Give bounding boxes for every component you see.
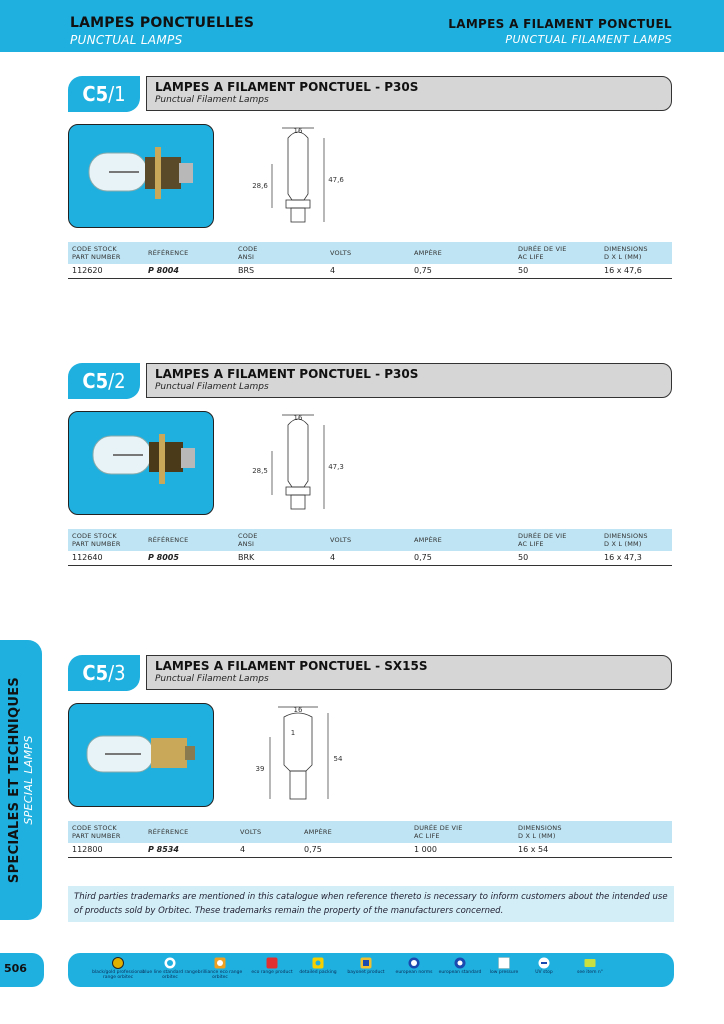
dim-height-right-label: 47,6 <box>328 176 344 184</box>
european-icon <box>408 957 420 969</box>
legend-item: UV stop <box>516 957 572 975</box>
header-right-subtitle: PUNCTUAL FILAMENT LAMPS <box>505 33 672 46</box>
pressure-icon <box>498 957 510 969</box>
header-right-title: LAMPES A FILAMENT PONCTUEL <box>448 17 672 31</box>
trademark-note-text: Third parties trademarks are mentioned in this catalogue when reference thereto is necessary to inform customers about the intended use of products sold by Orbitec. These trademarks remain the property of the manufacturers concerned. <box>74 892 668 916</box>
dimension-drawing <box>248 124 348 238</box>
section-subtitle: Punctual Filament Lamps <box>155 674 269 684</box>
dim-height-left-label: 28,5 <box>252 467 268 475</box>
product-section-2 <box>68 363 674 568</box>
col-header: DURÉE DE VIE AC LIFE <box>414 824 463 840</box>
section-title: LAMPES A FILAMENT PONCTUEL - SX15S <box>155 659 428 673</box>
dimension-drawing <box>248 703 348 817</box>
section-subtitle: Punctual Filament Lamps <box>155 382 269 392</box>
legend-item: see item n° <box>562 957 618 975</box>
col-header: VOLTS <box>240 828 262 836</box>
legend-item: low pressure <box>476 957 532 975</box>
product-table <box>68 242 672 279</box>
col-header: DURÉE DE VIE AC LIFE <box>518 532 567 548</box>
col-header: DIMENSIONS D X L (MM) <box>518 824 562 840</box>
legend-item: brilliance eco range orbitec <box>192 957 248 980</box>
black-gold-icon <box>112 957 124 969</box>
table-row: 112640 P 8005 BRK 4 0,75 50 16 x 47,3 <box>68 551 672 566</box>
section-code-badge: C5/2 <box>68 363 140 399</box>
uv-stop-icon <box>538 957 550 969</box>
col-header: AMPÈRE <box>414 249 442 257</box>
section-code-badge: C5/1 <box>68 76 140 112</box>
legend-item: black/gold professional range orbitec <box>90 957 146 980</box>
blue-line-icon <box>164 957 176 969</box>
table-header <box>68 821 672 843</box>
section-title-box <box>146 363 672 398</box>
col-header: RÉFÉRENCE <box>148 249 189 257</box>
col-header: AMPÈRE <box>304 828 332 836</box>
legend-item: european norms <box>386 957 442 975</box>
product-section-3 <box>68 655 674 865</box>
section-title-box <box>146 76 672 111</box>
col-header: VOLTS <box>330 249 352 257</box>
trademark-note <box>68 886 674 922</box>
dim-width-label: 16 <box>293 706 303 714</box>
col-header: VOLTS <box>330 536 352 544</box>
brilliance-icon <box>214 957 226 969</box>
col-header: CODE ANSI <box>238 245 258 261</box>
col-header: CODE STOCK PART NUMBER <box>72 532 121 548</box>
section-code-badge: C5/3 <box>68 655 140 691</box>
dim-height-left-label: 28,6 <box>252 182 268 190</box>
col-header: RÉFÉRENCE <box>148 536 189 544</box>
page-number-tab <box>0 953 44 987</box>
standard-icon <box>454 957 466 969</box>
col-header: AMPÈRE <box>414 536 442 544</box>
header-left-subtitle: PUNCTUAL LAMPS <box>70 33 183 47</box>
col-header: CODE ANSI <box>238 532 258 548</box>
legend-item: european standard <box>432 957 488 975</box>
eco-icon <box>266 957 278 969</box>
header-left-title: LAMPES PONCTUELLES <box>70 15 255 31</box>
section-title: LAMPES A FILAMENT PONCTUEL - P30S <box>155 80 419 94</box>
col-header: DIMENSIONS D X L (MM) <box>604 532 648 548</box>
lamp-photo <box>68 703 214 807</box>
footer-legend <box>68 953 674 987</box>
legend-item: bayonet product <box>338 957 394 975</box>
packing-icon <box>312 957 324 969</box>
side-category-tab <box>0 640 42 920</box>
section-subtitle: Punctual Filament Lamps <box>155 95 269 105</box>
col-header: CODE STOCK PART NUMBER <box>72 245 121 261</box>
bayonet-icon <box>360 957 372 969</box>
side-tab-subtitle: SPECIAL LAMPS <box>22 735 35 825</box>
table-header <box>68 529 672 551</box>
col-header: RÉFÉRENCE <box>148 828 189 836</box>
dim-height-left-label: 39 <box>255 765 265 773</box>
section-title: LAMPES A FILAMENT PONCTUEL - P30S <box>155 367 419 381</box>
dim-height-right-label: 47,3 <box>328 463 344 471</box>
dimension-drawing <box>248 411 348 525</box>
dim-width-label: 16 <box>293 127 303 135</box>
col-header: DIMENSIONS D X L (MM) <box>604 245 648 261</box>
see-item-icon <box>584 957 596 969</box>
lamp-photo <box>68 124 214 228</box>
col-header: DURÉE DE VIE AC LIFE <box>518 245 567 261</box>
page-number: 506 <box>4 962 27 975</box>
page-header <box>0 0 724 52</box>
legend-item: blue line standard range orbitec <box>142 957 198 980</box>
col-header: CODE STOCK PART NUMBER <box>72 824 121 840</box>
product-table <box>68 821 672 858</box>
legend-item: detailed packing <box>290 957 346 975</box>
side-tab-title: SPECIALES ET TECHNIQUES <box>7 676 22 884</box>
dim-width-label: 16 <box>293 414 303 422</box>
dim-height-right-label: 54 <box>333 755 343 763</box>
dim-top-label: 1 <box>290 729 296 737</box>
product-table <box>68 529 672 566</box>
lamp-photo <box>68 411 214 515</box>
table-header <box>68 242 672 264</box>
section-title-box <box>146 655 672 690</box>
product-section-1 <box>68 76 674 281</box>
legend-item: eco range product <box>244 957 300 975</box>
table-row: 112800 P 8534 4 0,75 1 000 16 x 54 <box>68 843 672 858</box>
table-row: 112620 P 8004 BRS 4 0,75 50 16 x 47,6 <box>68 264 672 279</box>
